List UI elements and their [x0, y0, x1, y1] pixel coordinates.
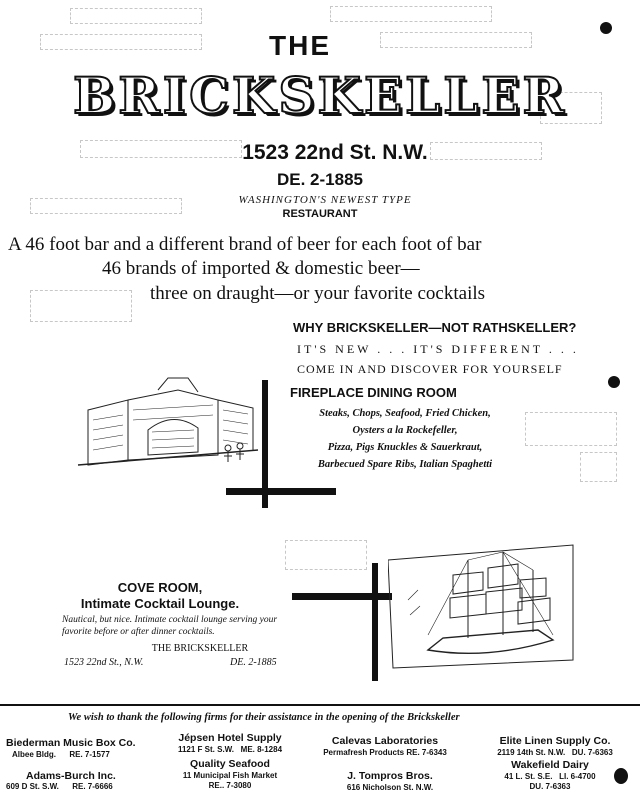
background-brick	[330, 6, 492, 22]
fireplace-menu-item: Steaks, Chops, Seafood, Fried Chicken,	[319, 408, 491, 419]
fireplace-heading: FIREPLACE DINING ROOM	[290, 385, 457, 400]
firm-detail: 1121 F St. S.W. ME. 8-1284	[177, 745, 283, 754]
header-the: THE	[269, 30, 331, 61]
firm-detail: 616 Nicholson St. N.W.	[346, 783, 434, 792]
background-brick	[70, 8, 202, 24]
firm-detail: 41 L. St. S.E. LI. 6-4700	[504, 772, 596, 781]
intro-line-2: 46 brands of imported & domestic beer—	[102, 258, 420, 279]
background-brick	[30, 290, 132, 322]
cove-subheading: Intimate Cocktail Lounge.	[80, 596, 240, 611]
cove-signature-name: THE BRICKSKELLER	[151, 643, 249, 654]
fireplace-menu-item: Oysters a la Rockefeller,	[352, 425, 458, 436]
cove-signature-phone: DE. 2-1885	[230, 657, 277, 668]
background-brick	[580, 452, 617, 482]
cove-heading: COVE ROOM,	[117, 580, 203, 595]
background-brick	[430, 142, 542, 160]
firm-detail: RE.. 7-3080	[208, 781, 252, 790]
header-type: RESTAURANT	[282, 208, 358, 220]
ink-blot	[600, 22, 612, 34]
why-line-2: COME IN AND DISCOVER FOR YOURSELF	[297, 362, 563, 376]
background-brick	[525, 412, 617, 446]
intro-line-1: A 46 foot bar and a different brand of beer for each foot of bar	[8, 234, 482, 255]
firm-detail: 2119 14th St. N.W. DU. 7-6363	[497, 748, 613, 757]
firm-detail: 11 Municipal Fish Market	[182, 771, 278, 780]
sailing-ship-illustration	[388, 540, 578, 675]
fireplace-illustration	[68, 370, 268, 480]
background-brick	[285, 540, 367, 570]
firm-detail: DU. 7-6363	[529, 782, 571, 791]
firm-name: J. Tompros Bros.	[347, 770, 433, 782]
thanks-line: We wish to thank the following firms for their assistance in the opening of the Brickskeller	[68, 712, 460, 723]
firm-detail: 609 D St. S.W. RE. 7-6666	[6, 782, 113, 791]
background-brick	[80, 140, 242, 158]
ink-blot	[608, 376, 620, 388]
background-brick	[40, 34, 202, 50]
header-phone: DE. 2-1885	[277, 170, 363, 189]
firm-name: Calevas Laboratories	[331, 735, 439, 747]
firm-detail: Permafresh Products RE. 7-6343	[323, 748, 447, 757]
background-brick	[380, 32, 532, 48]
decorative-cross-bar	[292, 593, 392, 600]
cove-description-line-1: Nautical, but nice. Intimate cocktail lounge serving your	[62, 615, 278, 625]
why-heading: WHY BRICKSKELLER—NOT RATHSKELLER?	[293, 320, 577, 335]
decorative-cross-bar	[372, 563, 378, 681]
firm-name: Quality Seafood	[190, 758, 270, 770]
cove-description-line-2: favorite before or after dinner cocktails.	[62, 627, 215, 637]
firm-name: Adams-Burch Inc.	[26, 770, 116, 782]
firm-name: Biederman Music Box Co.	[6, 737, 136, 749]
intro-line-3: three on draught—or your favorite cocktails	[150, 283, 486, 304]
firm-name: Wakefield Dairy	[511, 759, 589, 771]
firm-name: Jépsen Hotel Supply	[178, 732, 282, 744]
decorative-cross-bar	[226, 488, 336, 495]
firm-detail: Albee Bldg. RE. 7-1577	[12, 750, 110, 759]
header-tagline: WASHINGTON'S NEWEST TYPE	[238, 194, 412, 206]
fireplace-menu-item: Pizza, Pigs Knuckles & Sauerkraut,	[327, 442, 483, 453]
section-divider	[0, 704, 640, 706]
firm-name: Elite Linen Supply Co.	[499, 735, 611, 747]
why-line-1: IT'S NEW . . . IT'S DIFFERENT . . .	[297, 342, 579, 356]
header-address: 1523 22nd St. N.W.	[242, 141, 428, 164]
cove-signature-address: 1523 22nd St., N.W.	[64, 657, 144, 668]
header-title: BRICKSKELLER	[72, 66, 568, 125]
fireplace-menu-item: Barbecued Spare Ribs, Italian Spaghetti	[317, 459, 493, 470]
background-brick	[30, 198, 182, 214]
